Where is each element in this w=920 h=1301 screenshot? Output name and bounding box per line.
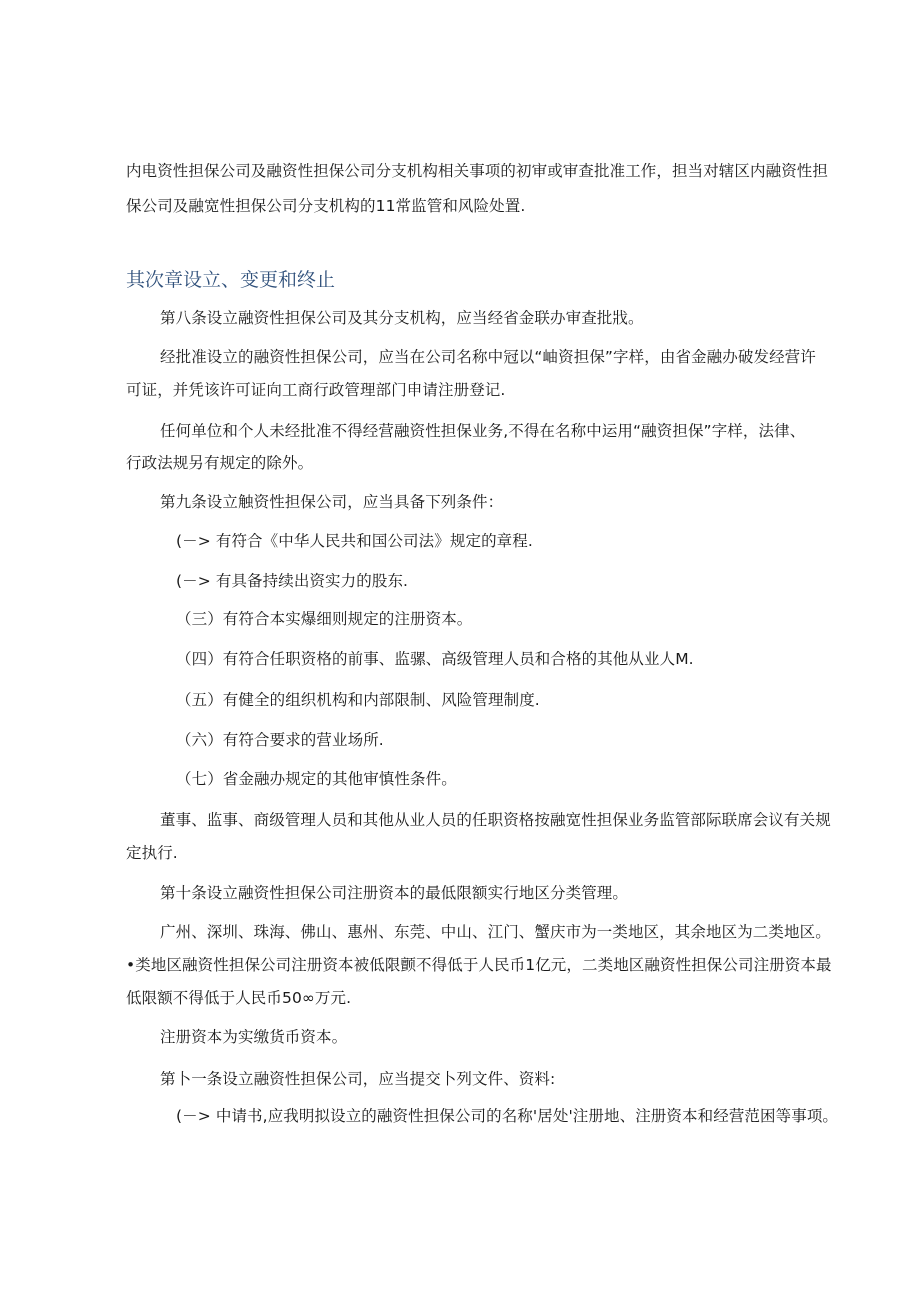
approval-line-2: 可证，并凭该许可证向工商行政管理部门申请注册登记. [126,381,506,399]
article-11-item-1: (－> 中请书,应我明拟设立的融资性担保公司的名称'居处'注册地、注册资本和经营范困等事项。 [176,1107,839,1125]
condition-3: （三）有符合本实爆细则规定的注册资本。 [176,610,473,628]
condition-4: （四）有符合任职资格的前事、监骡、高级管理人员和合格的其他从业人M. [176,650,694,668]
region-line-1: 广州、深圳、珠海、佛山、惠州、东莞、中山、江门、蟹庆市为一类地区，其余地区为二类地区。 [160,923,831,941]
article-10: 第十条设立融资性担保公司注册资本的最低限额实行地区分类管理。 [160,884,629,902]
article-9: 第九条设立触资性担保公司，应当具备下列条件： [160,493,504,511]
article-8: 第八条设立融资性担保公司及其分支机构，应当经省金联办审查批戕。 [160,309,644,327]
intro-line-1: 内电资性担保公司及融资性担保公司分支机构相关事项的初审或审查批准工作，担当对辖区内融资性担 [126,162,829,180]
region-line-3: 低限额不得低于人民币50∞万元. [126,989,352,1007]
condition-7: （七）省金融办规定的其他审慎性条件。 [176,770,457,788]
chapter-heading: 其次章设立、变更和终止 [126,269,336,291]
prohibition-line-1: 任何单位和个人未经批准不得经营融资性担保业务,不得在名称中运用“融资担保”字样，法律、 [160,422,806,440]
condition-6: （六）有符合要求的营业场所. [176,731,384,749]
condition-1: (－> 有符合《中华人民共和国公司法》规定的章程. [176,532,533,550]
directors-line-1: 董事、监事、商级管理人员和其他从业人员的任职资格按融宽性担保业务监管部际联席会议有关规 [160,811,831,829]
article-11: 第卜一条设立融资性担保公司，应当提交卜列文件、资料: [160,1070,556,1088]
condition-5: （五）有健全的组织机构和内部限制、风险管理制度. [176,691,540,709]
approval-line-1: 经批准设立的融资性担保公司，应当在公司名称中冠以“岫资担保”字样，由省金融办破发经营许 [160,348,816,366]
condition-2: (－> 有具备持续出资实力的股东. [176,572,409,590]
region-line-2: •类地区融资性担保公司注册资本被低限颤不得低于人民币1亿元，二类地区融资性担保公司注册资本最 [126,956,832,974]
intro-line-2: 保公司及融宽性担保公司分支机构的11常监管和风险处置. [126,197,526,215]
directors-line-2: 定执行. [126,844,178,862]
capital-note: 注册资本为实缴货币资本。 [160,1028,348,1046]
prohibition-line-2: 行政法规另有规定的除外。 [126,454,314,472]
